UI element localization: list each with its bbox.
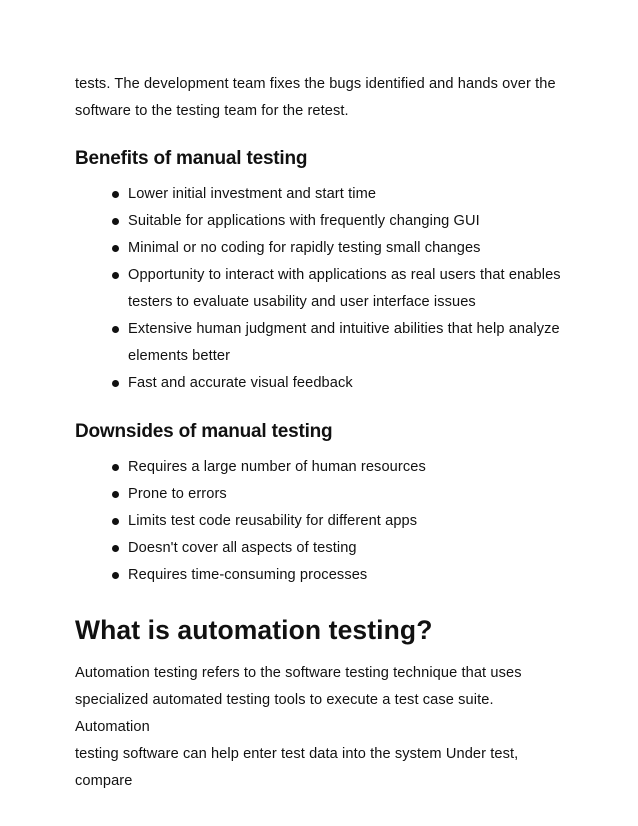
list-item-text-continued: elements better xyxy=(128,348,231,364)
intro-line-2: software to the testing team for the retest. xyxy=(75,103,349,119)
list-item-text: Opportunity to interact with applications as real users that enables xyxy=(128,267,561,283)
list-item xyxy=(75,235,565,262)
document-page xyxy=(75,71,565,795)
bullet-icon xyxy=(112,545,119,552)
list-item xyxy=(75,562,565,589)
bullet-icon xyxy=(112,464,119,471)
automation-paragraph xyxy=(75,660,565,795)
bullet-icon xyxy=(112,491,119,498)
list-item-text: Lower initial investment and start time xyxy=(128,186,377,202)
list-item-text: Requires time-consuming processes xyxy=(128,567,368,583)
list-item xyxy=(75,208,565,235)
list-item xyxy=(75,370,565,397)
automation-line-2: specialized automated testing tools to execute a test case suite. Automation xyxy=(75,692,494,735)
bullet-icon xyxy=(112,572,119,579)
list-item-text: Fast and accurate visual feedback xyxy=(128,375,353,391)
bullet-icon xyxy=(112,218,119,225)
list-item-text: Prone to errors xyxy=(128,486,227,502)
automation-line-1: Automation testing refers to the software testing technique that uses xyxy=(75,665,522,681)
list-item-text: Minimal or no coding for rapidly testing small changes xyxy=(128,240,481,256)
list-item xyxy=(75,316,565,370)
list-item-text: Limits test code reusability for different apps xyxy=(128,513,418,529)
list-item-text: Requires a large number of human resources xyxy=(128,459,426,475)
list-item xyxy=(75,454,565,481)
bullet-icon xyxy=(112,380,119,387)
downsides-heading: Downsides of manual testing xyxy=(75,421,333,442)
benefits-list xyxy=(75,181,565,397)
automation-line-3: testing software can help enter test data into the system Under test, compare xyxy=(75,746,519,789)
list-item-text: Doesn't cover all aspects of testing xyxy=(128,540,357,556)
bullet-icon xyxy=(112,191,119,198)
list-item xyxy=(75,481,565,508)
intro-line-1: tests. The development team fixes the bugs identified and hands over the xyxy=(75,76,556,92)
bullet-icon xyxy=(112,326,119,333)
automation-heading: What is automation testing? xyxy=(75,615,433,645)
list-item xyxy=(75,508,565,535)
list-item-text-continued: testers to evaluate usability and user interface issues xyxy=(128,294,476,310)
list-item-text: Suitable for applications with frequently changing GUI xyxy=(128,213,480,229)
benefits-heading: Benefits of manual testing xyxy=(75,148,308,169)
list-item xyxy=(75,181,565,208)
list-item xyxy=(75,262,565,316)
bullet-icon xyxy=(112,245,119,252)
downsides-list xyxy=(75,454,565,589)
bullet-icon xyxy=(112,518,119,525)
list-item xyxy=(75,535,565,562)
list-item-text: Extensive human judgment and intuitive abilities that help analyze xyxy=(128,321,560,337)
bullet-icon xyxy=(112,272,119,279)
intro-paragraph xyxy=(75,71,565,125)
